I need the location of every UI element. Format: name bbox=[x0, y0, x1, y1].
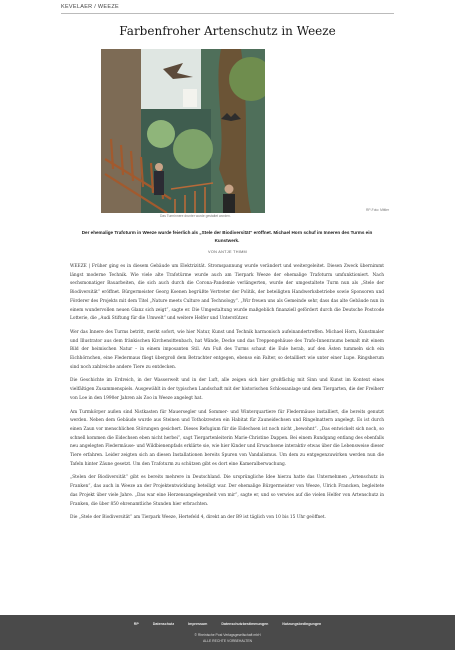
footer-link-datenschutzbestimmungen[interactable]: Datenschutzbestimmungen bbox=[221, 622, 269, 626]
footer-link-rp[interactable]: RP bbox=[133, 622, 139, 626]
paragraph: Die Geschichte im Erdreich, in der Wasserwelt und in der Luft, alle zeigen sich hier großfächig mit Sinn und Kunst im Kontext eines vielfältigen Zusammenspiels. Ausgewählt in der typischen Landschaft mit der historischen Schlossanlage und dem Tiergarten, die der Freiherr von Loe in den 1990er Jahren als Zoo in Weeze angelegt hat. bbox=[70, 378, 384, 401]
paragraph: Am Turmkörper außen sind Nistkasten für Mauersegler und Sommer- und Winterquartiere für Fledermäuse installiert, die bereits genutzt werden. Neben dem Gebäude wurde aus Steinen und Totholzresten ein Habitat für Zauneidechsen und Ringelnattern angelegt. Es ist durch einen Zaun vor menschlichen Störungen gesichert. Dieses Refugium für die Eidechsen ist noch nicht „bewohnt“. „Das entwickelt sich noch, so schnell kommen die Eidechsen eben nicht herbei“, sagt Tiergartenleiterin Marie-Christine Dappen. Bei einem Rundgang entlang des ebenfalls neu angelegten Fledermäuse- und Wildbienenpfads erklärte sie, wie hier Kinder und Erwachsene interaktiv etwas über die Lebensweise dieser Tiere erfahren. Leider zeigten sich an diesen Installationen bereits Spuren von Vandalismus. Um dem zu entgegenzuwirken werden nun die Tafeln hinter Zäune gesetzt. Um den Trafoturm zu schützen gibt es dort eine Kameralberwachung. bbox=[70, 409, 384, 467]
article-body bbox=[70, 263, 384, 528]
footer-link-nutzungsbedingungen[interactable]: Nutzungsbedingungen bbox=[282, 622, 322, 626]
footer-link-datenschutz[interactable]: Datenschutz bbox=[152, 622, 175, 626]
paragraph: WEEZE | Früher ging es in diesem Gebäude um Elektrizität. Stromspannung wurde verändert und weitergeleitet. Diesen Zweck übernimmt längst moderne Technik. Wie viele alte Trafotürme wurde auch am Tierpark Weeze der ehemalige Trafoturm umfunktioniert. Nach sechsmonatiger Bauarbeiten, die sich auch durch die Corona-Pandemie verlängerten, wurde der umgestaltete Turm nun als „Stele der Biodiversität“ eröffnet. Bürgermeister Georg Koenen begrüßte Vertreter der Politik, der beteiligten Handwerksbetriebe sowie Sponsoren und Förderer des Projekts mit dem Titel „Nature meets Culture and Technology“. „Wir freuen uns als Gemeinde sehr, dass das alte Gebäude nun in einem wundervollen neuen Glanz sich zeigt“, sagte er. Die Umgestaltung wurde maßgeblich finanziell gefördert durch die Deutsche Postcode Lotterie, die „Audi Stiftung für die Umwelt“ und weitere Helfer und Unterstützer. bbox=[70, 264, 384, 322]
paragraph: „Stelen der Biodiversität“ gibt es bereits mehrere in Deutschland. Die ursprüngliche Idee hierzu hatte das Unternehmen „Artenschutz in Franken“, das auch in Weeze an der Projektentwicklung beteiligt war. Der ehemalige Bürgermeister von Weeze, Ulrich Francken, begleitete das Projekt über viele Jahre. „Das war eine Herzensangelegenheit von mir“, sagte er, und so verwies auf die vielen Helfer von Artenschutz in Franken, die über 850 ehrenamtliche Stunden hier erbrachten. bbox=[70, 475, 384, 507]
article-lead: Der ehemalige Trafoturm in Weeze wurde feierlich als „Stele der Biodiversität“ eröffnet. Michael Horn schuf im Inneren des Turms ein Kunstwerk. bbox=[81, 230, 373, 243]
paragraph: Die „Stele der Biodiversität“ am Tierpark Weeze, Hertefeld 4, direkt an der B9 ist täglich von 10 bis 15 Uhr geöffnet. bbox=[70, 515, 326, 521]
footer-link-impressum[interactable]: Impressum bbox=[188, 622, 208, 626]
article-author: VON ANTJE THIMM bbox=[207, 250, 248, 254]
footer-links bbox=[0, 622, 455, 626]
site-footer bbox=[0, 615, 455, 650]
article-title: Farbenfroher Artenschutz in Weeze bbox=[119, 24, 336, 38]
paragraph: Wer das Innere des Turms betritt, merkt sofort, wie hier Natur, Kunst und Technik harmonisch aufeinandertreffen. Michael Horn, Kunstmaler und Illustrator aus dem fränkischen Kirchensittenbach, hat Wände, Decke und das Treppengehäuse des Trafo-Innenraums bemalt mit einem Bild der heimischen Natur – in einem imposanten Stil. Am Fuß des Turms schaut die Eule herab, auf den Ästen tummeln sich ein Eichhörnchen, eine Fledermaus fliegt übergroß dem Betrachter entgegen, ebenso ein Falter, so detailliert wie unter einer Lupe. Ringsherum sind noch zahlreiche andere Tiere zu entdecken. bbox=[70, 329, 384, 370]
header-divider bbox=[61, 13, 394, 14]
footer-copyright bbox=[0, 633, 455, 644]
section-label[interactable]: KEVELAER / WEEZE bbox=[61, 4, 119, 10]
article-photo bbox=[101, 49, 265, 213]
rights-text: ALLE RECHTE VORBEHALTEN bbox=[202, 638, 253, 643]
image-credit: RP-Foto: Mittler bbox=[366, 208, 390, 212]
copyright-text: © Rheinische Post Verlagsgesellschaft mbH bbox=[194, 633, 261, 637]
image-caption: Das Turminnere drunter wurde gestaltet worden. bbox=[160, 214, 231, 218]
